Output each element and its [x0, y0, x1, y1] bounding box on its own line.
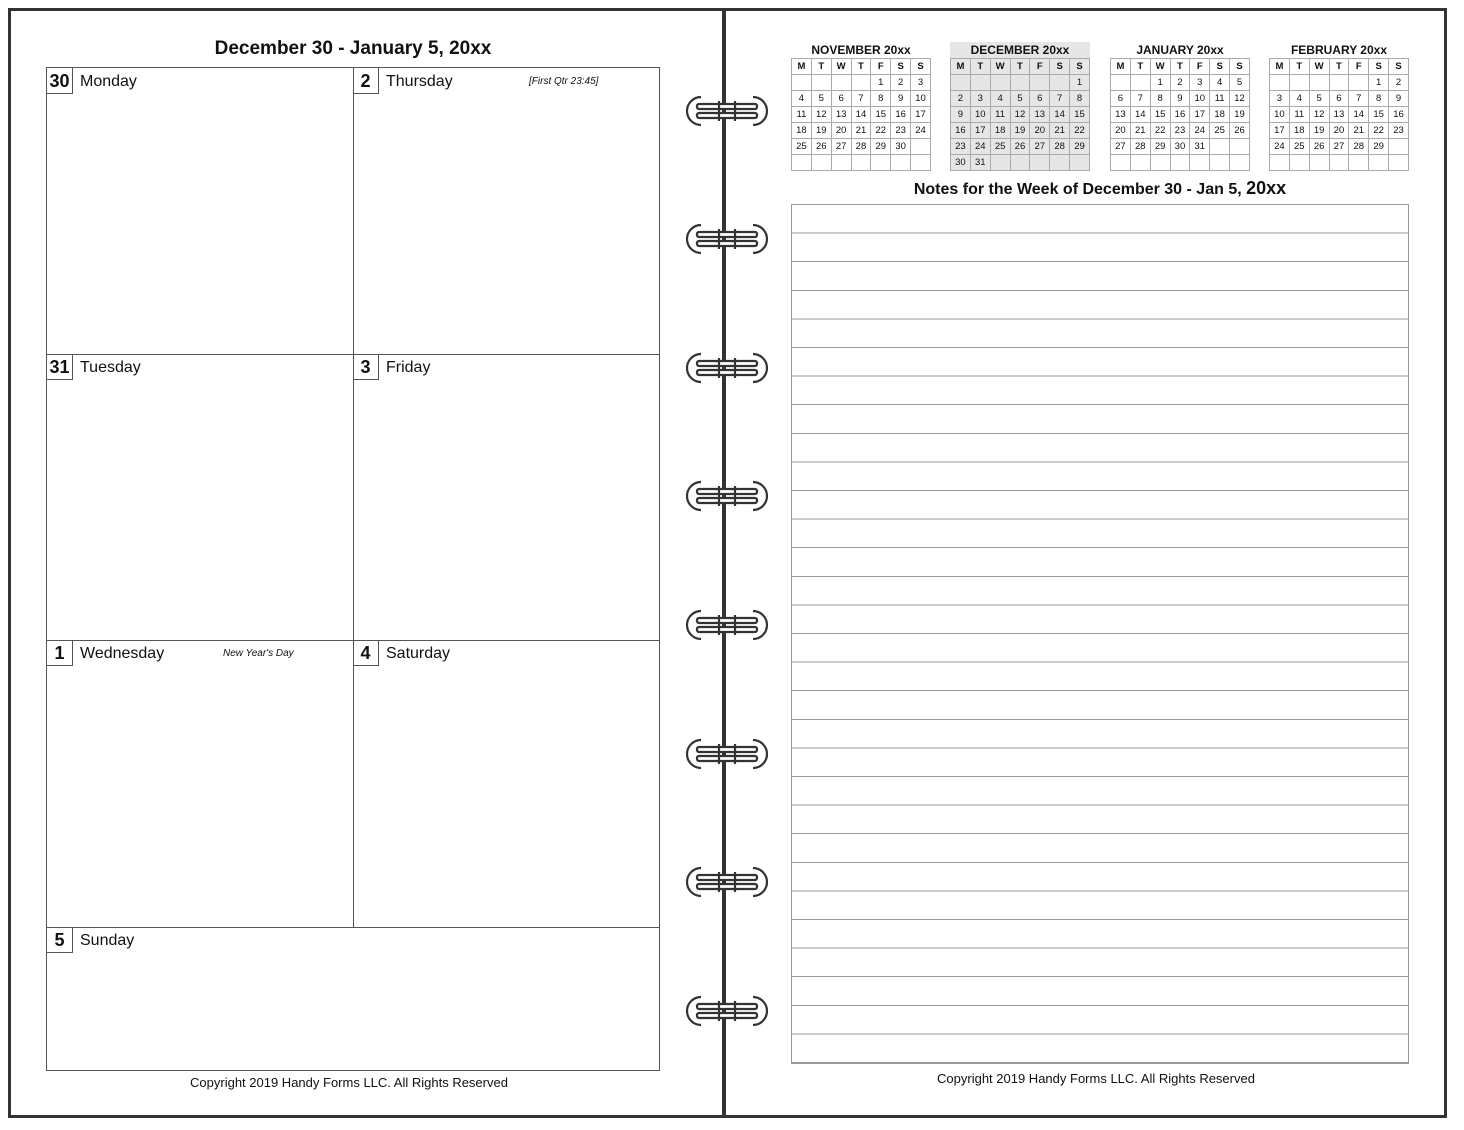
weekday-header-row	[951, 59, 1090, 75]
weekday-header: T	[851, 59, 871, 75]
date-cell: 23	[891, 123, 911, 139]
date-cell: 11	[1289, 107, 1309, 123]
weekday-header: M	[1111, 59, 1131, 75]
date-cell	[1309, 155, 1329, 171]
date-cell: 18	[1210, 107, 1230, 123]
date-cell: 18	[792, 123, 812, 139]
date-cell: 11	[792, 107, 812, 123]
date-cell: 29	[871, 139, 891, 155]
date-cell: 22	[1070, 123, 1090, 139]
day-box-monday[interactable]	[47, 68, 354, 355]
date-cell: 9	[1170, 91, 1190, 107]
day-number: 3	[353, 354, 379, 380]
date-cell: 26	[1309, 139, 1329, 155]
weekday-header: S	[891, 59, 911, 75]
week-row	[1270, 107, 1409, 123]
weekday-header: M	[792, 59, 812, 75]
date-cell: 4	[792, 91, 812, 107]
week-row	[951, 155, 1090, 171]
date-cell	[1010, 155, 1030, 171]
date-cell	[1349, 75, 1369, 91]
date-cell	[1329, 75, 1349, 91]
mini-calendar-title: FEBRUARY 20xx	[1290, 43, 1388, 57]
date-cell: 26	[1230, 123, 1250, 139]
date-cell: 15	[1369, 107, 1389, 123]
binder-ring-icon	[683, 737, 771, 771]
mini-calendar-february	[1269, 42, 1409, 171]
binder-ring-icon	[683, 994, 771, 1028]
week-row	[1270, 123, 1409, 139]
date-cell: 6	[1030, 91, 1050, 107]
week-row	[951, 91, 1090, 107]
weekday-header: W	[990, 59, 1010, 75]
date-cell: 24	[1270, 139, 1290, 155]
weekday-header: M	[1270, 59, 1290, 75]
date-cell: 21	[851, 123, 871, 139]
date-cell: 25	[1210, 123, 1230, 139]
binder-ring-icon	[683, 351, 771, 385]
date-cell: 8	[1070, 91, 1090, 107]
date-cell: 18	[1289, 123, 1309, 139]
day-name: Tuesday	[80, 359, 141, 376]
date-cell: 23	[1389, 123, 1409, 139]
day-number: 30	[47, 68, 73, 94]
date-cell	[792, 155, 812, 171]
date-cell: 26	[811, 139, 831, 155]
date-cell: 7	[1349, 91, 1369, 107]
date-cell: 12	[1010, 107, 1030, 123]
date-cell	[1150, 155, 1170, 171]
spine-divider	[722, 8, 726, 1118]
date-cell: 8	[1150, 91, 1170, 107]
day-box-saturday[interactable]	[353, 640, 659, 928]
date-cell: 23	[1170, 123, 1190, 139]
day-name: Saturday	[386, 645, 451, 662]
week-row	[1111, 91, 1250, 107]
date-cell: 4	[990, 91, 1010, 107]
date-cell: 19	[1309, 123, 1329, 139]
day-box-wednesday[interactable]	[47, 640, 354, 928]
days-grid	[46, 67, 660, 1071]
date-cell: 22	[871, 123, 891, 139]
date-cell: 2	[891, 75, 911, 91]
date-cell: 14	[1349, 107, 1369, 123]
date-cell: 3	[911, 75, 931, 91]
mini-calendar-november	[791, 42, 931, 171]
date-cell: 27	[1329, 139, 1349, 155]
date-cell	[1111, 155, 1131, 171]
date-cell	[911, 155, 931, 171]
date-cell: 19	[1010, 123, 1030, 139]
week-row	[951, 139, 1090, 155]
date-cell	[1130, 155, 1150, 171]
date-cell: 1	[1369, 75, 1389, 91]
date-cell	[990, 75, 1010, 91]
mini-calendar-grid	[950, 58, 1090, 171]
day-name: Wednesday	[80, 645, 165, 662]
date-cell	[891, 155, 911, 171]
date-cell: 13	[831, 107, 851, 123]
weekday-header: S	[911, 59, 931, 75]
date-cell: 16	[891, 107, 911, 123]
date-cell	[1230, 139, 1250, 155]
date-cell	[1210, 139, 1230, 155]
day-number: 5	[47, 927, 73, 953]
date-cell: 19	[1230, 107, 1250, 123]
date-cell: 24	[911, 123, 931, 139]
date-cell: 9	[1389, 91, 1409, 107]
date-cell	[851, 155, 871, 171]
date-cell: 29	[1150, 139, 1170, 155]
date-cell: 10	[1270, 107, 1290, 123]
weekday-header: T	[811, 59, 831, 75]
week-row	[951, 75, 1090, 91]
right-copyright: Copyright 2019 Handy Forms LLC. All Rights Reserved	[937, 1071, 1255, 1086]
date-cell: 30	[951, 155, 971, 171]
holiday-note: New Year's Day	[223, 648, 294, 659]
date-cell: 13	[1030, 107, 1050, 123]
weekday-header: T	[1170, 59, 1190, 75]
date-cell	[1070, 155, 1090, 171]
week-row	[792, 91, 931, 107]
week-row	[792, 107, 931, 123]
weekday-header-row	[792, 59, 931, 75]
date-cell: 25	[1289, 139, 1309, 155]
weekday-header: S	[1389, 59, 1409, 75]
mini-calendar-title: DECEMBER 20xx	[950, 42, 1090, 58]
date-cell: 12	[1309, 107, 1329, 123]
mini-calendar-grid	[791, 58, 931, 171]
date-cell: 29	[1070, 139, 1090, 155]
date-cell: 2	[951, 91, 971, 107]
week-row	[792, 139, 931, 155]
date-cell: 26	[1010, 139, 1030, 155]
weekday-header: S	[1369, 59, 1389, 75]
date-cell	[1349, 155, 1369, 171]
date-cell: 3	[970, 91, 990, 107]
weekday-header: S	[1050, 59, 1070, 75]
day-number: 2	[353, 68, 379, 94]
day-name: Friday	[386, 359, 431, 376]
date-cell: 2	[1389, 75, 1409, 91]
weekday-header: T	[1329, 59, 1349, 75]
weekday-header: F	[1349, 59, 1369, 75]
binder-ring-icon	[683, 608, 771, 642]
week-row	[792, 75, 931, 91]
date-cell: 11	[990, 107, 1010, 123]
date-cell: 24	[1190, 123, 1210, 139]
weekday-header: F	[871, 59, 891, 75]
week-row	[951, 123, 1090, 139]
week-row	[951, 107, 1090, 123]
date-cell	[1050, 75, 1070, 91]
date-cell: 21	[1130, 123, 1150, 139]
date-cell	[1329, 155, 1349, 171]
date-cell: 25	[792, 139, 812, 155]
week-row	[1111, 139, 1250, 155]
date-cell	[1369, 155, 1389, 171]
date-cell	[1270, 155, 1290, 171]
date-cell: 6	[1329, 91, 1349, 107]
date-cell: 21	[1050, 123, 1070, 139]
mini-calendar-title: NOVEMBER 20xx	[811, 43, 911, 57]
weekday-header: S	[1230, 59, 1250, 75]
date-cell: 29	[1369, 139, 1389, 155]
date-cell: 7	[1130, 91, 1150, 107]
date-cell: 19	[811, 123, 831, 139]
date-cell	[1210, 155, 1230, 171]
weekday-header: S	[1210, 59, 1230, 75]
date-cell: 14	[1050, 107, 1070, 123]
date-cell	[811, 75, 831, 91]
date-cell: 13	[1111, 107, 1131, 123]
date-cell	[811, 155, 831, 171]
date-cell: 12	[811, 107, 831, 123]
day-name: Sunday	[80, 932, 135, 949]
date-cell: 31	[970, 155, 990, 171]
date-cell	[1010, 75, 1030, 91]
date-cell: 31	[1190, 139, 1210, 155]
day-number: 31	[47, 354, 73, 380]
weekday-header: W	[1309, 59, 1329, 75]
date-cell: 15	[871, 107, 891, 123]
date-cell	[1170, 155, 1190, 171]
week-row	[1111, 123, 1250, 139]
date-cell: 20	[1111, 123, 1131, 139]
date-cell: 9	[891, 91, 911, 107]
date-cell: 16	[1389, 107, 1409, 123]
date-cell	[1289, 75, 1309, 91]
date-cell: 4	[1210, 75, 1230, 91]
date-cell: 21	[1349, 123, 1369, 139]
notes-lined-area[interactable]	[791, 204, 1409, 1064]
moon-phase-note: [First Qtr 23:45]	[529, 76, 599, 87]
week-row	[1270, 155, 1409, 171]
date-cell	[1050, 155, 1070, 171]
day-number: 4	[353, 640, 379, 666]
date-cell: 28	[851, 139, 871, 155]
notes-title	[790, 178, 1410, 199]
weekday-header: W	[831, 59, 851, 75]
date-cell: 10	[970, 107, 990, 123]
date-cell: 25	[990, 139, 1010, 155]
date-cell: 17	[1270, 123, 1290, 139]
date-cell: 6	[1111, 91, 1131, 107]
date-cell	[1030, 155, 1050, 171]
date-cell: 10	[911, 91, 931, 107]
date-cell: 28	[1130, 139, 1150, 155]
date-cell	[1030, 75, 1050, 91]
weekday-header: F	[1190, 59, 1210, 75]
date-cell	[1130, 75, 1150, 91]
date-cell	[831, 75, 851, 91]
day-box-sunday[interactable]	[47, 927, 659, 1070]
weekday-header: T	[1130, 59, 1150, 75]
notes-title-year: 20xx	[1246, 178, 1287, 198]
date-cell: 10	[1190, 91, 1210, 107]
date-cell: 2	[1170, 75, 1190, 91]
binder-ring-icon	[683, 479, 771, 513]
date-cell: 30	[891, 139, 911, 155]
mini-calendar-title: JANUARY 20xx	[1136, 43, 1224, 57]
week-row	[1111, 107, 1250, 123]
date-cell: 27	[1111, 139, 1131, 155]
date-cell	[990, 155, 1010, 171]
date-cell: 27	[1030, 139, 1050, 155]
date-cell: 16	[1170, 107, 1190, 123]
date-cell: 16	[951, 123, 971, 139]
date-cell: 12	[1230, 91, 1250, 107]
weekday-header: T	[1010, 59, 1030, 75]
mini-calendar-grid	[1269, 58, 1409, 171]
weekday-header: T	[970, 59, 990, 75]
day-box-thursday[interactable]	[353, 68, 659, 355]
date-cell: 17	[1190, 107, 1210, 123]
date-cell: 5	[811, 91, 831, 107]
date-cell: 5	[1010, 91, 1030, 107]
date-cell	[1389, 155, 1409, 171]
date-cell	[1270, 75, 1290, 91]
weekday-header: T	[1289, 59, 1309, 75]
date-cell	[851, 75, 871, 91]
mini-calendar-grid	[1110, 58, 1250, 171]
date-cell: 11	[1210, 91, 1230, 107]
weekday-header: S	[1070, 59, 1090, 75]
date-cell	[831, 155, 851, 171]
day-name: Thursday	[386, 73, 453, 90]
date-cell	[951, 75, 971, 91]
date-cell: 5	[1309, 91, 1329, 107]
date-cell: 17	[911, 107, 931, 123]
week-row	[1270, 139, 1409, 155]
date-cell	[1289, 155, 1309, 171]
week-row	[1111, 155, 1250, 171]
week-row	[1270, 75, 1409, 91]
date-cell: 9	[951, 107, 971, 123]
date-cell	[911, 139, 931, 155]
date-cell: 22	[1150, 123, 1170, 139]
week-row	[792, 123, 931, 139]
date-cell: 20	[1030, 123, 1050, 139]
date-cell: 14	[851, 107, 871, 123]
date-cell: 8	[871, 91, 891, 107]
date-cell: 28	[1050, 139, 1070, 155]
date-cell	[871, 155, 891, 171]
mini-calendar-december	[950, 42, 1090, 171]
day-box-friday[interactable]	[353, 354, 659, 641]
binder-ring-icon	[683, 865, 771, 899]
date-cell: 22	[1369, 123, 1389, 139]
date-cell	[1389, 139, 1409, 155]
date-cell: 1	[871, 75, 891, 91]
date-cell	[1111, 75, 1131, 91]
week-row	[1270, 91, 1409, 107]
weekday-header-row	[1270, 59, 1409, 75]
date-cell: 23	[951, 139, 971, 155]
date-cell: 15	[1070, 107, 1090, 123]
date-cell: 24	[970, 139, 990, 155]
date-cell: 4	[1289, 91, 1309, 107]
left-copyright: Copyright 2019 Handy Forms LLC. All Rights Reserved	[190, 1075, 508, 1090]
date-cell: 14	[1130, 107, 1150, 123]
week-row	[1111, 75, 1250, 91]
week-row	[792, 155, 931, 171]
date-cell: 1	[1150, 75, 1170, 91]
date-cell: 1	[1070, 75, 1090, 91]
date-cell: 28	[1349, 139, 1369, 155]
date-cell: 8	[1369, 91, 1389, 107]
weekday-header: F	[1030, 59, 1050, 75]
date-cell	[1309, 75, 1329, 91]
date-cell	[970, 75, 990, 91]
weekday-header-row	[1111, 59, 1250, 75]
date-cell	[792, 75, 812, 91]
notes-title-text: Notes for the Week of December 30 - Jan 5,	[913, 181, 1242, 198]
date-cell: 30	[1170, 139, 1190, 155]
binder-ring-icon	[683, 94, 771, 128]
day-name: Monday	[80, 73, 137, 90]
date-cell: 20	[831, 123, 851, 139]
weekday-header: W	[1150, 59, 1170, 75]
week-title: December 30 - January 5, 20xx	[214, 38, 492, 59]
date-cell: 7	[851, 91, 871, 107]
date-cell: 18	[990, 123, 1010, 139]
date-cell: 6	[831, 91, 851, 107]
date-cell: 3	[1270, 91, 1290, 107]
date-cell: 3	[1190, 75, 1210, 91]
mini-calendar-january	[1110, 42, 1250, 171]
date-cell: 7	[1050, 91, 1070, 107]
binder-ring-icon	[683, 222, 771, 256]
day-number: 1	[47, 640, 73, 666]
weekday-header: M	[951, 59, 971, 75]
date-cell: 15	[1150, 107, 1170, 123]
date-cell	[1190, 155, 1210, 171]
date-cell: 17	[970, 123, 990, 139]
date-cell: 5	[1230, 75, 1250, 91]
date-cell: 27	[831, 139, 851, 155]
date-cell	[1230, 155, 1250, 171]
day-box-tuesday[interactable]	[47, 354, 354, 641]
date-cell: 13	[1329, 107, 1349, 123]
date-cell: 20	[1329, 123, 1349, 139]
